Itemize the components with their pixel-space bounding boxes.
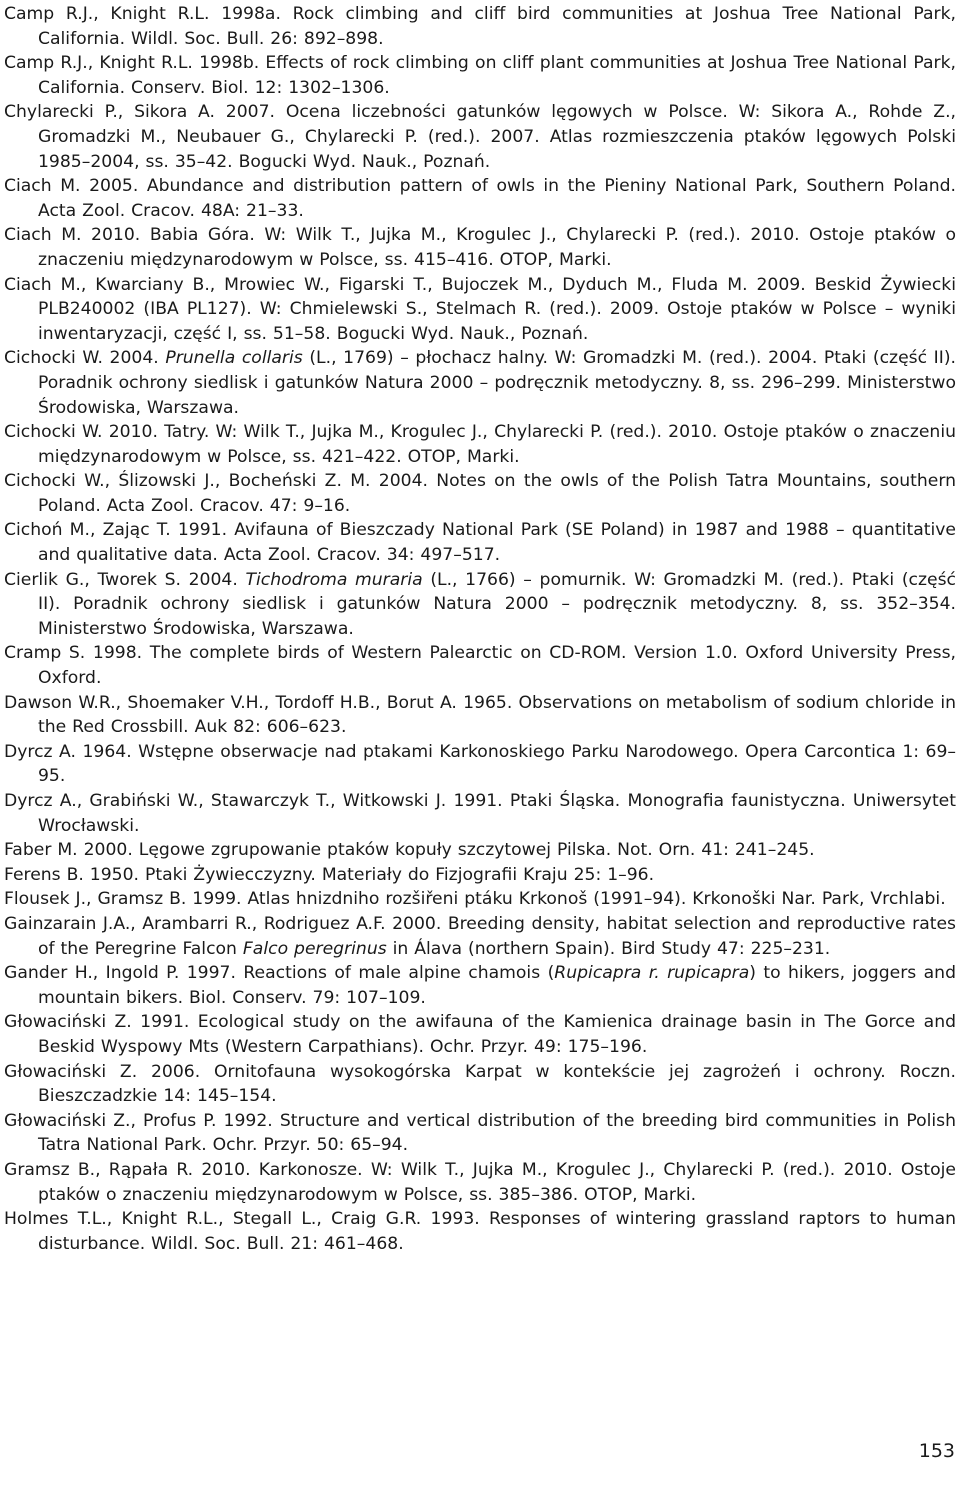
reference-text: ) to hikers, joggers and mountain bikers. Biol. Conserv. 79: 107–109. — [38, 963, 956, 1008]
reference-entry — [4, 740, 956, 789]
reference-entry — [4, 1158, 956, 1207]
reference-list — [4, 2, 956, 1256]
reference-entry — [4, 223, 956, 272]
reference-entry — [4, 174, 956, 223]
reference-text: Camp R.J., Knight R.L. 1998a. Rock climbing and cliff bird communities at Joshua Tree National Park, California. Wildl. Soc. Bull. 26: 892–898. — [4, 4, 956, 49]
reference-entry — [4, 1207, 956, 1256]
reference-entry — [4, 887, 956, 912]
reference-text: Ciach M. 2010. Babia Góra. W: Wilk T., Jujka M., Krogulec J., Chylarecki P. (red.). 2010. Ostoje ptaków o znaczeniu międzynarodowym w Polsce, ss. 415–416. OTOP, Marki. — [4, 225, 956, 270]
reference-text: Cichoń M., Zając T. 1991. Avifauna of Bieszczady National Park (SE Poland) in 1987 and 1988 – quantitative and qualitative data. Acta Zool. Cracov. 34: 497–517. — [4, 520, 956, 566]
reference-text: Ciach M., Kwarciany B., Mrowiec W., Figarski T., Bujoczek M., Dyduch M., Fluda M. 2009. Beskid Żywiecki PLB240002 (IBA PL127). W: Chmielewski S., Stelmach R. (red.). 2009. Ostoje ptaków w Polsce – wyniki inwentaryzacji, część I, ss. 51–58. Bogucki Wyd. Nauk., Poznań. — [4, 274, 956, 344]
reference-text: Dawson W.R., Shoemaker V.H., Tordoff H.B., Borut A. 1965. Observations on metabolism of sodium chloride in the Red Crossbill. Auk 82: 606–623. — [4, 692, 956, 738]
reference-entry — [4, 863, 956, 888]
species-name: Rupicapra r. rupicapra — [554, 963, 750, 984]
reference-text: Cichocki W. 2010. Tatry. W: Wilk T., Jujka M., Krogulec J., Chylarecki P. (red.). 2010. Ostoje ptaków o znaczeniu międzynarodowym w Polsce, ss. 421–422. OTOP, Marki. — [4, 422, 956, 467]
reference-text: Camp R.J., Knight R.L. 1998b. Effects of rock climbing on cliff plant communities at Joshua Tree National Park, California. Conserv. Biol. 12: 1302–1306. — [4, 53, 956, 98]
reference-text: Cramp S. 1998. The complete birds of Western Palearctic on CD-ROM. Version 1.0. Oxford University Press, Oxford. — [4, 643, 956, 689]
reference-entry — [4, 346, 956, 420]
reference-entry — [4, 641, 956, 690]
reference-text: Dyrcz A., Grabiński W., Stawarczyk T., Witkowski J. 1991. Ptaki Śląska. Monografia faunistyczna. Uniwersytet Wrocławski. — [4, 791, 956, 836]
reference-text: Głowaciński Z., Profus P. 1992. Structure and vertical distribution of the breeding bird communities in Polish Tatra National Park. Ochr. Przyr. 50: 65–94. — [4, 1110, 956, 1156]
reference-entry — [4, 789, 956, 838]
reference-text: Chylarecki P., Sikora A. 2007. Ocena liczebności gatunków lęgowych w Polsce. W: Sikora A., Rohde Z., Gromadzki M., Neubauer G., Chylarecki P. (red.). 2007. Atlas rozmieszczenia ptaków lęgowych Polski 1985–2004, ss. 35–42. Bogucki Wyd. Nauk., Poznań. — [4, 102, 956, 172]
reference-text: Głowaciński Z. 2006. Ornitofauna wysokogórska Karpat w kontekście jej zagrożeń i ochrony. Roczn. Bieszczadzkie 14: 145–154. — [4, 1061, 956, 1107]
reference-text: Faber M. 2000. Lęgowe zgrupowanie ptaków kopuły szczytowej Pilska. Not. Orn. 41: 241–245. — [4, 840, 815, 861]
reference-text: Dyrcz A. 1964. Wstępne obserwacje nad ptakami Karkonoskiego Parku Narodowego. Opera Carcontica 1: 69–95. — [4, 741, 956, 787]
reference-entry — [4, 469, 956, 518]
reference-entry — [4, 961, 956, 1010]
reference-text: Cichocki W. 2004. — [4, 348, 166, 369]
reference-entry — [4, 691, 956, 740]
reference-entry — [4, 912, 956, 961]
reference-entry — [4, 1109, 956, 1158]
reference-text: Holmes T.L., Knight R.L., Stegall L., Craig G.R. 1993. Responses of wintering grassland raptors to human disturbance. Wildl. Soc. Bull. 21: 461–468. — [4, 1209, 956, 1254]
reference-text: Głowaciński Z. 1991. Ecological study on the awifauna of the Kamienica drainage basin in The Gorce and Beskid Wyspowy Mts (Western Carpathians). Ochr. Przyr. 49: 175–196. — [4, 1012, 956, 1057]
reference-text: Gander H., Ingold P. 1997. Reactions of male alpine chamois ( — [4, 963, 555, 984]
reference-entry — [4, 100, 956, 174]
page-number: 153 — [918, 1440, 955, 1462]
reference-entry — [4, 273, 956, 347]
reference-entry — [4, 1010, 956, 1059]
reference-text: Ferens B. 1950. Ptaki Żywiecczyzny. Materiały do Fizjografii Kraju 25: 1–96. — [4, 864, 655, 885]
reference-text: Gramsz B., Rąpała R. 2010. Karkonosze. W: Wilk T., Jujka M., Krogulec J., Chylarecki P. (red.). 2010. Ostoje ptaków o znaczeniu międzynarodowym w Polsce, ss. 385–386. OTOP, Marki. — [4, 1159, 956, 1205]
reference-text: Flousek J., Gramsz B. 1999. Atlas hnizdniho rozšiřeni ptáku Krkonoš (1991–94). Krkonoški Nar. Park, Vrchlabi. — [4, 889, 946, 910]
reference-text: in Álava (northern Spain). Bird Study 47: 225–231. — [386, 938, 831, 959]
reference-entry — [4, 420, 956, 469]
reference-text: Cichocki W., Ślizowski J., Bocheński Z. M. 2004. Notes on the owls of the Polish Tatra Mountains, southern Poland. Acta Zool. Cracov. 47: 9–16. — [4, 471, 956, 516]
reference-text: (L., 1766) – pomurnik. W: Gromadzki M. (red.). Ptaki (część II). Poradnik ochrony siedlisk i gatunków Natura 2000 – podręcznik metodyczny. 8, ss. 352–354. Ministerstwo Środowiska, Warszawa. — [38, 569, 956, 639]
reference-entry — [4, 518, 956, 567]
reference-text: Cierlik G., Tworek S. 2004. — [4, 569, 246, 590]
reference-entry — [4, 1060, 956, 1109]
species-name: Prunella collaris — [165, 348, 303, 369]
reference-text: Gainzarain J.A., Arambarri R., Rodriguez A.F. 2000. Breeding density, habitat selection and reproductive rates of the Peregrine Falcon — [4, 913, 956, 959]
species-name: Tichodroma muraria — [245, 569, 423, 590]
species-name: Falco peregrinus — [242, 938, 387, 959]
reference-entry — [4, 838, 956, 863]
reference-text: (L., 1769) – płochacz halny. W: Gromadzki M. (red.). 2004. Ptaki (część II). Poradnik ochrony siedlisk i gatunków Natura 2000 – podręcznik metodyczny. 8, ss. 296–299. Ministerstwo Środowiska, Warszawa. — [38, 348, 956, 418]
reference-entry — [4, 51, 956, 100]
reference-text: Ciach M. 2005. Abundance and distribution pattern of owls in the Pieniny National Park, Southern Poland. Acta Zool. Cracov. 48A: 21–33. — [4, 176, 956, 221]
reference-entry — [4, 568, 956, 642]
reference-entry — [4, 2, 956, 51]
